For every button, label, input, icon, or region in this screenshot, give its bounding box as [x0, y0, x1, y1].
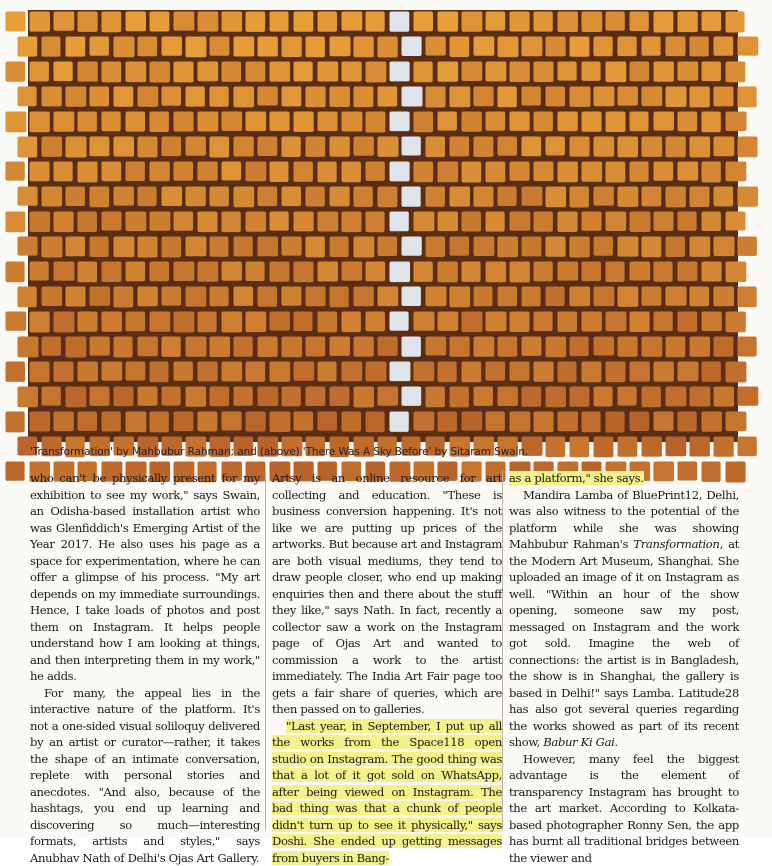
- paragraph: who can't be physically present for my exhibition to see my work," says Swain, an Odisha-based installation artist who was Glenfiddich's Emerging Artist of the Year 2017. He also uses his page as a space for experimentation, where he can offer a glimpse of his process. "My art depends on my immediate surroundings. Hence, I take loads of photos and post them on Instagram. It helps people understand how I am looking at things, and then interpreting them in my work," he adds.: [30, 470, 260, 685]
- brick-wall-image: [28, 10, 738, 442]
- paragraph-highlighted: [272, 718, 502, 866]
- article-column-1: [30, 470, 260, 866]
- paragraph: However, many feel the biggest advantage is the element of transparency Instagram has brought to the art market. According to Kolkata-based photographer Ronny Sen, the app has burnt all traditional bridges between the viewer and: [509, 751, 739, 866]
- text-run: Mandira Lamba of BluePrint12, Delhi, was also witness to the potential of the platform while she was showing Mahbubur Rahman's: [509, 488, 739, 552]
- artwork-photo: [28, 10, 738, 442]
- column-rule: [502, 470, 503, 830]
- highlighted-text: as a platform," she says.: [509, 471, 644, 485]
- paragraph: Artsy is an online resource for art collecting and education. "These is business conversion happening. It's not like we are putting up prices of the artworks. But because art and Instagram are both visual mediums, they tend to draw people closer, who end up making enquiries then and there about the stuff they like," says Nath. In fact, recently a collector saw a work on the Instagram page of Ojas Art and wanted to commission a work to the artist immediately. The India Art Fair page too gets a fair share of queries, which are then passed on to galleries.: [272, 470, 502, 718]
- highlighted-text: "Last year, in September, I put up all the works from the Space118 open studio on Instagram. The good thing was that a lot of it got sold on WhatsApp, after being viewed on Instagram. The bad thing was that a chunk of people didn't turn up to see it physically," says Doshi. She ended up getting messages from buyers in Bang-: [272, 719, 502, 865]
- paragraph-highlighted: [509, 470, 739, 487]
- show-title: Babur Ki Gai: [543, 735, 614, 749]
- text-run: , at the Modern Art Museum, Shanghai. She uploaded an image of it on Instagram as well. "Within an hour of the show opening, someone saw my post, messaged on Instagram and the work got sold. Imagine the web of connections: the artist is in Bangladesh, the show is in Shanghai, the gallery is based in Delhi!" says Lamba. Latitude28 has also got several queries regarding the works showed as part of its recent show,: [509, 537, 739, 749]
- paragraph: For many, the appeal lies in the interactive nature of the platform. It's not a one-sided visual soliloquy delivered by an artist or curator—rather, it takes the shape of an intimate conversation, replete with personal stories and anecdotes. "And also, because of the hashtags, you end up learning and discovering so much—interesting formats, artists and styles," says Anubhav Nath of Delhi's Ojas Art Gallery.: [30, 685, 260, 866]
- column-rule: [265, 470, 266, 830]
- article-column-3: [509, 470, 739, 866]
- text-run: .: [615, 735, 618, 749]
- paragraph: [509, 487, 739, 751]
- photo-caption: 'Transformation' by Mahbubur Rahman; and (above) 'There Was A Sky Before' by Sitaram Swain.: [30, 446, 750, 458]
- article-column-2: [272, 470, 502, 866]
- artwork-title: Transformation: [633, 537, 719, 551]
